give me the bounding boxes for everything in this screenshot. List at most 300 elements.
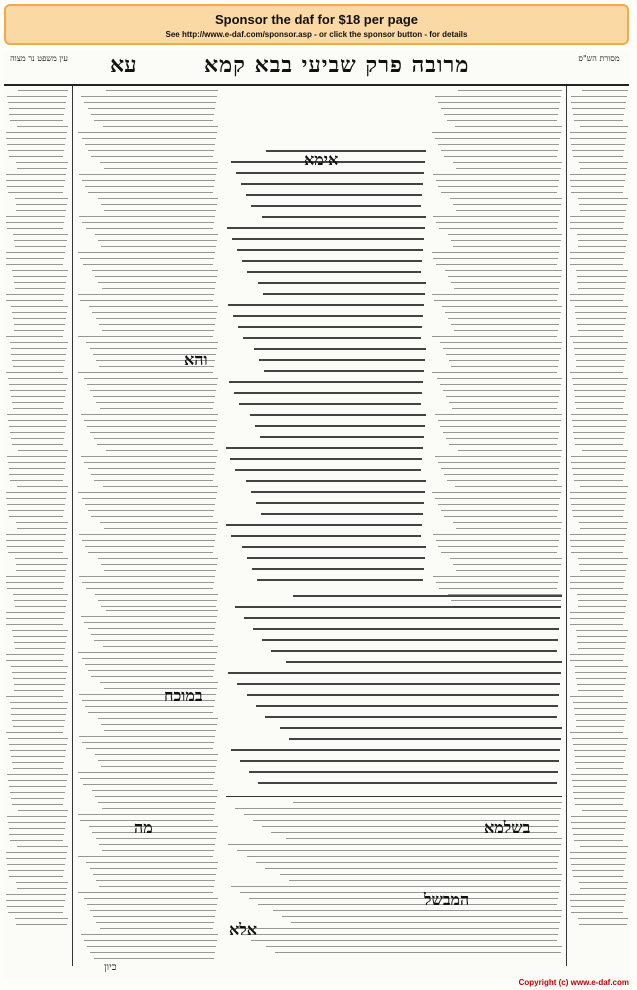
text-line [432, 252, 559, 253]
text-line [578, 288, 625, 289]
text-line [259, 359, 425, 361]
text-line [102, 850, 214, 851]
text-line [571, 774, 628, 775]
text-line [16, 882, 68, 883]
text-line [275, 952, 561, 953]
text-line [570, 264, 623, 265]
text-line [93, 396, 215, 397]
text-line [437, 378, 562, 379]
text-line [101, 564, 217, 565]
text-line [9, 516, 63, 517]
text-line [102, 808, 215, 809]
catchword: כיון [104, 962, 117, 973]
text-line [570, 336, 623, 337]
dibbur-hamatchil-1: והא [184, 350, 208, 369]
text-line [91, 634, 214, 635]
text-line [432, 492, 561, 493]
text-line [11, 348, 67, 349]
text-line [6, 534, 66, 535]
text-line [13, 768, 63, 769]
text-line [453, 564, 561, 565]
text-line [15, 246, 66, 247]
text-line [94, 958, 214, 959]
text-line [8, 462, 66, 463]
text-line [14, 282, 66, 283]
text-line [264, 370, 424, 372]
text-line [12, 312, 67, 313]
text-line [451, 282, 560, 283]
text-line [456, 528, 561, 529]
text-line [570, 900, 625, 901]
text-line [570, 660, 623, 661]
text-line [570, 534, 626, 535]
text-line [578, 690, 624, 691]
text-line [247, 271, 421, 273]
text-line [575, 756, 625, 757]
text-line [456, 210, 560, 211]
text-line [235, 606, 561, 608]
text-line [87, 946, 216, 947]
text-line [228, 672, 561, 674]
text-line [14, 330, 64, 331]
text-line [266, 150, 426, 152]
text-line [263, 293, 425, 295]
text-line [574, 708, 627, 709]
text-line [582, 810, 628, 811]
text-line [573, 786, 626, 787]
text-line [435, 498, 560, 499]
text-line [13, 636, 67, 637]
text-line [8, 420, 67, 421]
text-line [85, 144, 215, 145]
text-line [454, 330, 558, 331]
text-line [84, 102, 216, 103]
text-line [580, 888, 627, 889]
text-line [286, 661, 562, 663]
text-line [6, 576, 65, 577]
text-line [81, 96, 217, 97]
text-line [6, 852, 67, 853]
text-line [84, 940, 217, 941]
text-line [571, 906, 624, 907]
text-line [85, 546, 214, 547]
sponsor-banner[interactable] [4, 4, 629, 45]
text-line [91, 516, 213, 517]
text-line [435, 456, 561, 457]
text-line [435, 414, 562, 415]
text-line [87, 384, 217, 385]
text-line [571, 96, 627, 97]
text-line [247, 557, 425, 559]
text-line [573, 114, 624, 115]
text-line [6, 732, 63, 733]
text-line [12, 804, 63, 805]
text-line [104, 168, 217, 169]
text-line [572, 828, 625, 829]
text-line [242, 260, 422, 262]
text-line [576, 768, 623, 769]
text-line [293, 595, 562, 597]
header-rule [4, 84, 629, 86]
text-line [241, 183, 423, 185]
text-line [95, 234, 218, 235]
text-line [86, 748, 213, 749]
text-line [90, 910, 216, 911]
text-line [441, 150, 558, 151]
text-line [575, 714, 626, 715]
text-line [13, 408, 63, 409]
text-line [260, 436, 424, 438]
text-line [574, 438, 624, 439]
text-line [79, 216, 215, 217]
text-line [578, 606, 626, 607]
text-line [580, 486, 628, 487]
text-line [438, 102, 560, 103]
text-line [443, 432, 559, 433]
text-line [98, 240, 217, 241]
text-line [95, 594, 218, 595]
text-line [446, 438, 558, 439]
text-line [101, 766, 216, 767]
dibbur-hamatchil-2: במוכח [164, 686, 203, 705]
text-line [78, 132, 217, 133]
text-line [574, 480, 623, 481]
text-line [436, 540, 560, 541]
text-line [101, 724, 217, 725]
text-line [92, 832, 217, 833]
tosafot-lower [78, 610, 218, 960]
text-line [230, 458, 422, 460]
text-line [82, 742, 214, 743]
text-line [580, 126, 628, 127]
text-line [84, 462, 216, 463]
text-line [82, 222, 214, 223]
text-line [99, 886, 214, 887]
text-line [12, 720, 65, 721]
text-line [572, 420, 627, 421]
text-line [574, 798, 624, 799]
text-line [580, 210, 626, 211]
dibbur-hamatchil-5: מה [134, 818, 153, 837]
text-line [575, 396, 625, 397]
text-line [7, 186, 64, 187]
text-line [12, 270, 68, 271]
text-line [88, 628, 215, 629]
margin-rule-right [566, 86, 567, 966]
text-line [15, 288, 65, 289]
text-line [82, 582, 214, 583]
text-line [91, 474, 214, 475]
text-line [14, 690, 64, 691]
text-line [11, 354, 66, 355]
text-line [6, 654, 64, 655]
text-line [570, 498, 626, 499]
text-line [88, 468, 215, 469]
text-line [440, 342, 562, 343]
text-line [104, 730, 216, 731]
text-line [94, 640, 213, 641]
text-line [98, 282, 216, 283]
text-line [441, 552, 557, 553]
dibbur-hamatchil-3: בשלמא [484, 818, 531, 837]
text-line [450, 198, 562, 199]
text-line [12, 672, 67, 673]
text-line [82, 498, 216, 499]
text-line [286, 838, 562, 839]
text-line [13, 234, 68, 235]
text-line [93, 874, 216, 875]
text-line [576, 366, 624, 367]
text-line [95, 796, 217, 797]
text-line [6, 222, 64, 223]
text-line [103, 486, 218, 487]
text-line [99, 844, 215, 845]
text-line [11, 438, 64, 439]
text-line [9, 426, 66, 427]
text-line [8, 870, 64, 871]
text-line [229, 381, 423, 383]
text-line [573, 792, 625, 793]
text-line [573, 384, 627, 385]
text-line [91, 156, 213, 157]
text-line [85, 504, 215, 505]
ein-mishpat-column [6, 90, 68, 950]
text-line [94, 438, 214, 439]
text-line [80, 778, 214, 779]
text-line [12, 444, 63, 445]
text-line [453, 522, 562, 523]
text-line [234, 392, 422, 394]
text-line [96, 922, 214, 923]
text-line [448, 276, 561, 277]
text-line [576, 408, 623, 409]
text-line [89, 306, 218, 307]
text-line [432, 372, 557, 373]
text-line [242, 546, 426, 548]
text-line [12, 402, 64, 403]
text-line [82, 180, 215, 181]
text-line [17, 528, 67, 529]
text-line [6, 624, 63, 625]
text-line [7, 588, 63, 589]
text-line [439, 588, 557, 589]
text-line [440, 384, 561, 385]
text-line [451, 366, 558, 367]
text-line [8, 738, 68, 739]
text-line [87, 904, 217, 905]
text-line [90, 952, 215, 953]
text-line [16, 522, 68, 523]
text-line [237, 683, 560, 685]
text-line [104, 570, 216, 571]
text-line [449, 360, 560, 361]
text-line [254, 348, 426, 350]
text-line [88, 552, 213, 553]
text-line [7, 456, 67, 457]
text-line [574, 390, 626, 391]
text-line [438, 462, 560, 463]
text-line [8, 102, 66, 103]
text-line [570, 372, 623, 373]
text-line [13, 726, 64, 727]
text-line [15, 558, 68, 559]
text-line [256, 705, 558, 707]
text-line [16, 924, 67, 925]
text-line [256, 862, 558, 863]
text-line [580, 570, 626, 571]
margin-rule-left [72, 86, 73, 966]
text-line [6, 294, 64, 295]
text-line [8, 150, 64, 151]
text-line [575, 306, 628, 307]
text-line [577, 276, 627, 277]
text-line [571, 192, 623, 193]
text-line [572, 870, 624, 871]
text-line [570, 492, 627, 493]
text-line [78, 372, 213, 373]
text-line [572, 780, 627, 781]
text-line [570, 588, 623, 589]
text-line [6, 258, 64, 259]
text-line [570, 228, 623, 229]
text-line [576, 720, 625, 721]
text-line [92, 270, 218, 271]
text-line [444, 474, 558, 475]
text-line [78, 652, 217, 653]
text-line [6, 540, 65, 541]
text-line [10, 840, 63, 841]
text-line [575, 804, 623, 805]
text-line [98, 802, 216, 803]
text-line [578, 240, 627, 241]
text-line [102, 330, 214, 331]
text-line [579, 162, 628, 163]
text-line [11, 708, 67, 709]
text-line [98, 760, 217, 761]
text-line [440, 426, 560, 427]
text-line [12, 360, 65, 361]
text-line [238, 326, 422, 328]
text-line [237, 249, 423, 251]
text-line [7, 864, 65, 865]
text-line [570, 576, 625, 577]
text-line [14, 324, 65, 325]
text-line [432, 132, 561, 133]
text-line [239, 403, 421, 405]
gemara-continuation [226, 595, 562, 795]
text-line [91, 676, 213, 677]
text-line [237, 850, 560, 851]
text-line [578, 918, 628, 919]
sponsor-subtitle[interactable]: See http://www.e-daf.com/sponsor.asp - or click the sponsor button - for details [165, 30, 468, 39]
text-line [81, 934, 218, 935]
text-line [88, 670, 214, 671]
text-line [443, 348, 561, 349]
text-line [258, 904, 557, 905]
text-line [575, 354, 626, 355]
text-line [247, 856, 559, 857]
text-line [574, 750, 626, 751]
text-line [570, 852, 627, 853]
text-line [449, 402, 558, 403]
text-line [255, 425, 425, 427]
text-line [101, 246, 216, 247]
text-line [579, 924, 627, 925]
text-line [570, 624, 623, 625]
text-line [14, 642, 66, 643]
text-line [576, 630, 628, 631]
text-line [78, 336, 213, 337]
text-line [247, 694, 559, 696]
text-line [579, 882, 628, 883]
text-line [570, 618, 624, 619]
text-line [576, 678, 626, 679]
text-line [15, 648, 65, 649]
text-line [84, 378, 218, 379]
text-line [235, 469, 421, 471]
text-line [81, 414, 218, 415]
text-line [582, 450, 628, 451]
text-line [577, 642, 626, 643]
text-line [9, 114, 64, 115]
text-line [98, 600, 217, 601]
text-line [18, 810, 68, 811]
text-line [282, 916, 561, 917]
text-line [570, 132, 627, 133]
text-line [96, 318, 216, 319]
text-line [444, 114, 558, 115]
text-line [88, 510, 214, 511]
text-line [98, 718, 218, 719]
text-line [13, 318, 66, 319]
text-line [6, 216, 65, 217]
text-line [96, 402, 214, 403]
text-line [103, 646, 218, 647]
text-line [435, 138, 560, 139]
masoret-hashas-header: מסורת הש"ס [578, 54, 620, 63]
dibbur-hamatchil-4: המבשל [424, 890, 470, 909]
text-line [6, 582, 64, 583]
text-line [570, 222, 624, 223]
text-line [78, 772, 215, 773]
text-line [82, 658, 216, 659]
text-line [456, 168, 561, 169]
copyright-notice[interactable]: Copyright (c) www.e-daf.com [518, 978, 629, 987]
text-line [572, 510, 624, 511]
sponsor-title[interactable]: Sponsor the daf for $18 per page [215, 12, 418, 27]
text-line [240, 760, 559, 762]
text-line [94, 480, 213, 481]
text-line [98, 198, 218, 199]
text-line [78, 252, 215, 253]
text-line [447, 120, 558, 121]
text-line [6, 894, 66, 895]
text-line [252, 568, 424, 570]
text-line [250, 414, 426, 416]
text-line [571, 822, 626, 823]
text-line [86, 862, 218, 863]
text-line [15, 606, 66, 607]
text-line [80, 300, 213, 301]
text-line [17, 168, 67, 169]
text-line [7, 816, 67, 817]
text-line [86, 342, 218, 343]
text-line [571, 462, 626, 463]
text-line [249, 771, 558, 773]
text-line [6, 264, 63, 265]
text-line [577, 636, 627, 637]
text-line [8, 552, 63, 553]
